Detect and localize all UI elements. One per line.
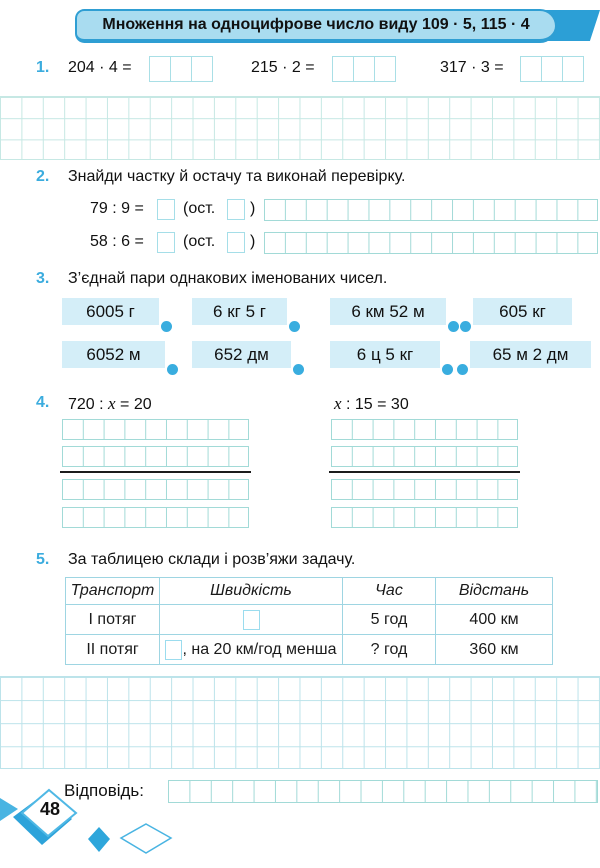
- answer-box[interactable]: [149, 56, 213, 82]
- connector-dot[interactable]: [457, 364, 468, 375]
- remainder-close: ): [250, 200, 256, 217]
- task-2-number: 2.: [36, 168, 50, 185]
- work-grid-row[interactable]: [331, 507, 518, 528]
- page-number: 48: [39, 799, 61, 819]
- quantity-label: 6005 г: [86, 302, 135, 321]
- work-grid-row[interactable]: [62, 419, 249, 440]
- quantity-chip: [473, 298, 572, 325]
- work-grid-row[interactable]: [331, 446, 518, 467]
- distance-cell: 360 км: [436, 635, 553, 665]
- transport-cell: І потяг: [66, 605, 160, 635]
- time-cell: 5 год: [343, 605, 436, 635]
- division-expression: 58 : 6 =: [90, 233, 144, 250]
- col-distance: Відстань: [436, 578, 553, 605]
- task-1-expression: 204 · 4 =: [68, 59, 132, 76]
- division-expression: 79 : 9 =: [90, 200, 144, 217]
- work-grid-row[interactable]: [331, 419, 518, 440]
- table-row: [66, 605, 553, 635]
- task-5-title: За таблицею склади і розв’яжи задачу.: [68, 551, 356, 568]
- transport-cell: ІІ потяг: [66, 635, 160, 665]
- quantity-chip: [330, 298, 446, 325]
- work-grid-row[interactable]: [62, 507, 249, 528]
- variable-x: x: [334, 394, 342, 413]
- speed-cell: [160, 635, 343, 665]
- quantity-label: 65 м 2 дм: [492, 345, 569, 364]
- answer-label: Відповідь:: [64, 781, 145, 800]
- table-row: [66, 635, 553, 665]
- remainder-close: ): [250, 233, 256, 250]
- equals-rule: [329, 471, 520, 473]
- answer-box[interactable]: [520, 56, 584, 82]
- outline-diamond-decor: [121, 824, 171, 853]
- lesson-title-banner: [75, 9, 557, 43]
- col-time: Час: [343, 578, 436, 605]
- quantity-chip: [192, 298, 287, 325]
- task-4-number: 4.: [36, 394, 50, 411]
- speed-cell: [160, 605, 343, 635]
- footer-decoration: [0, 788, 190, 866]
- quantity-chip: [62, 341, 165, 368]
- remainder-open: (ост.: [183, 233, 216, 250]
- connector-dot[interactable]: [442, 364, 453, 375]
- work-grid-row[interactable]: [62, 446, 249, 467]
- quantity-label: 6 ц 5 кг: [356, 345, 414, 364]
- speed-note: , на 20 км/год менша: [182, 640, 337, 658]
- task-5-number: 5.: [36, 551, 50, 568]
- time-cell: ? год: [343, 635, 436, 665]
- connector-dot[interactable]: [293, 364, 304, 375]
- connector-dot[interactable]: [167, 364, 178, 375]
- quantity-label: 605 кг: [499, 302, 546, 321]
- equation: 720 : x = 20: [68, 394, 152, 413]
- task-1-number: 1.: [36, 59, 50, 76]
- task-3-title: З’єднай пари однакових іменованих чисел.: [68, 270, 388, 287]
- equation: x : 15 = 30: [334, 394, 409, 413]
- quantity-label: 6 км 52 м: [351, 302, 425, 321]
- answer-box[interactable]: [157, 199, 175, 220]
- problem-table: [65, 577, 553, 665]
- answer-box[interactable]: [332, 56, 396, 82]
- remainder-open: (ост.: [183, 200, 216, 217]
- quantity-chip: [330, 341, 440, 368]
- answer-box[interactable]: [165, 640, 182, 660]
- answer-strip[interactable]: [168, 780, 598, 803]
- answer-box[interactable]: [243, 610, 260, 630]
- quantity-label: 652 дм: [214, 345, 269, 364]
- quantity-label: 6 кг 5 г: [213, 302, 266, 321]
- col-speed: Швидкість: [160, 578, 343, 605]
- answer-box[interactable]: [157, 232, 175, 253]
- answer-strip[interactable]: [264, 199, 598, 221]
- task-1-expression: 215 · 2 =: [251, 59, 315, 76]
- quantity-chip: [62, 298, 159, 325]
- task-3-number: 3.: [36, 270, 50, 287]
- task-2-title: Знайди частку й остачу та виконай перевірку.: [68, 168, 406, 185]
- equals-rule: [60, 471, 251, 473]
- quantity-label: 6052 м: [86, 345, 141, 364]
- work-grid-row[interactable]: [331, 479, 518, 500]
- work-grid-area[interactable]: [0, 676, 600, 769]
- small-diamond-decor: [88, 827, 110, 852]
- distance-cell: 400 км: [436, 605, 553, 635]
- answer-box[interactable]: [227, 232, 245, 253]
- connector-dot[interactable]: [289, 321, 300, 332]
- variable-x: x: [108, 394, 116, 413]
- connector-dot[interactable]: [460, 321, 471, 332]
- task-1-expression: 317 · 3 =: [440, 59, 504, 76]
- connector-dot[interactable]: [161, 321, 172, 332]
- connector-dot[interactable]: [448, 321, 459, 332]
- lesson-title: Множення на одноцифрове число виду 109 · 5, 115 · 4: [102, 16, 530, 33]
- quantity-chip: [470, 341, 591, 368]
- work-grid-row[interactable]: [62, 479, 249, 500]
- table-header-row: [66, 578, 553, 605]
- answer-strip[interactable]: [264, 232, 598, 254]
- work-grid-area[interactable]: [0, 96, 600, 160]
- quantity-chip: [192, 341, 291, 368]
- answer-box[interactable]: [227, 199, 245, 220]
- col-transport: Транспорт: [66, 578, 160, 605]
